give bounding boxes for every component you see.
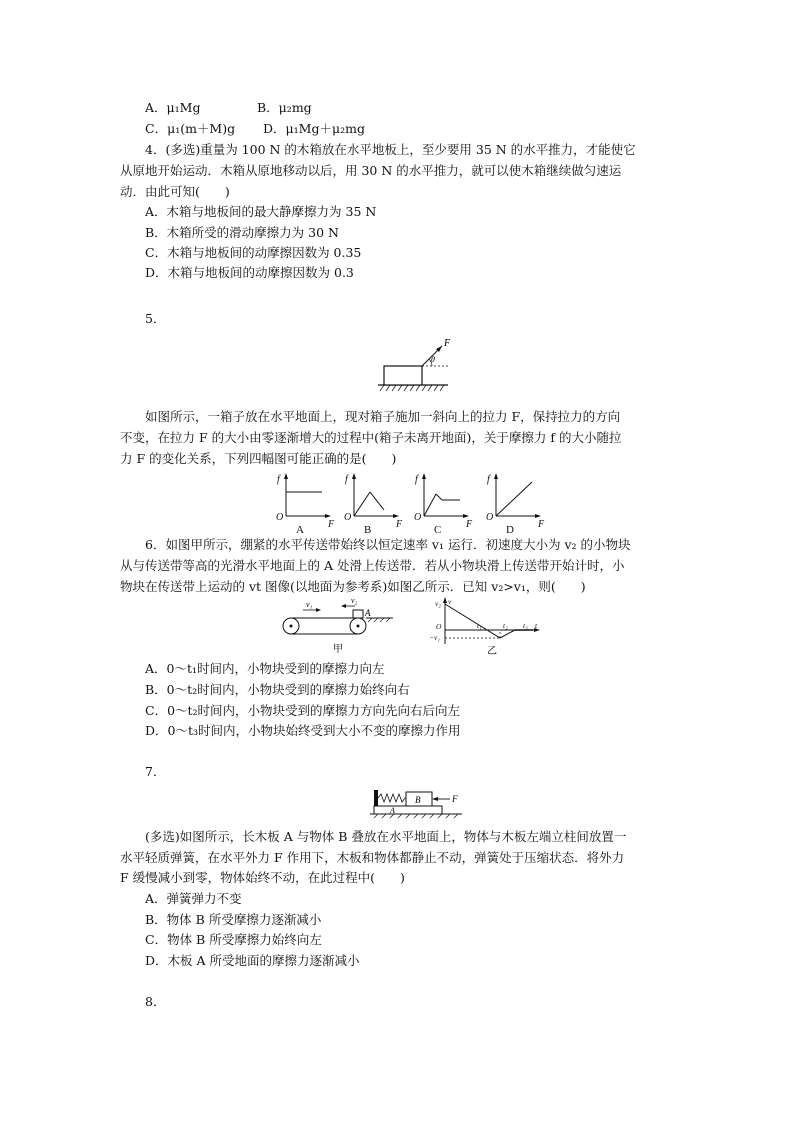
q4-option-b: B．木箱所受的滑动摩擦力为 30 N — [145, 225, 339, 240]
graph-a-origin: O — [276, 512, 284, 523]
graph-b-label: B — [364, 524, 372, 536]
q5-option-graphs — [270, 470, 560, 536]
q4-stem-line1: 4．(多选)重量为 100 N 的木箱放在水平地板上，至少要用 35 N 的水平推力，才能使它 — [145, 142, 636, 157]
q5-stem-line3: 力 F 的变化关系，下列四幅图可能正确的是( ) — [120, 451, 397, 466]
graph-c-label: C — [434, 524, 442, 536]
graph-c-xlabel: F — [466, 519, 473, 530]
q8-number: 8． — [145, 994, 166, 1009]
force-label: F — [452, 794, 458, 804]
graph-b-ylabel: f — [345, 474, 348, 485]
q6-option-d: D．0～t₃时间内，小物块始终受到大小不变的摩擦力作用 — [145, 723, 461, 738]
block-label: B — [415, 795, 421, 805]
yi-caption: 乙 — [487, 646, 497, 657]
q4-option-d: D．木箱与地板间的动摩擦因数为 0.3 — [145, 265, 354, 280]
q5-number: 5． — [145, 311, 166, 326]
graph-c-ylabel: f — [415, 474, 418, 485]
graph-d-label: D — [506, 524, 514, 536]
q4-option-a: A．木箱与地板间的最大静摩擦力为 35 N — [145, 204, 377, 219]
graph-b-xlabel: F — [396, 519, 403, 530]
graph-a-xlabel: F — [328, 519, 335, 530]
jia-v1-label: v₁ — [306, 600, 313, 609]
graph-a-ylabel: f — [277, 474, 280, 485]
q7-spring-figure — [370, 782, 470, 820]
yi-t3-label: t₃ — [523, 621, 528, 630]
graph-c-origin: O — [414, 512, 422, 523]
q3-option-a: A．μ₁Mg — [145, 100, 201, 115]
q6-figure-yi — [425, 596, 545, 658]
board-a — [374, 806, 442, 814]
yi-v-label: v — [448, 597, 452, 606]
q6-option-c: C．0～t₂时间内，小物块受到的摩擦力方向先向右后向左 — [145, 703, 461, 718]
graph-b-origin: O — [344, 512, 352, 523]
jia-v2-label: v₂ — [351, 596, 358, 605]
jia-caption: 甲 — [333, 644, 343, 655]
q6-option-b: B．0～t₂时间内，小物块受到的摩擦力始终向右 — [145, 682, 410, 697]
graph-d-ylabel: f — [487, 474, 490, 485]
q5-box-figure — [370, 336, 470, 398]
yi-t-label: t — [535, 621, 538, 630]
post — [374, 790, 378, 806]
q7-stem-line3: F 缓慢减小到零，物体始终不动，在此过程中( ) — [120, 870, 405, 885]
q5-stem-line1: 如图所示，一箱子放在水平地面上，现对箱子施加一斜向上的拉力 F，保持拉力的方向 — [145, 409, 621, 424]
graph-d-origin: O — [486, 512, 494, 523]
v-t-line-2 — [500, 630, 515, 638]
q3-option-b: B．μ₂mg — [257, 100, 312, 115]
yi-origin-label: O — [436, 622, 442, 631]
yi-v2-label: v₂ — [435, 599, 441, 608]
yi-t1-label: t₁ — [477, 621, 482, 630]
q7-stem-line1: (多选)如图所示，长木板 A 与物体 B 叠放在水平地面上，物体与木板左端立柱间放置一 — [145, 829, 627, 844]
box — [384, 366, 422, 385]
q6-stem-line1: 6．如图甲所示，绷紧的水平传送带始终以恒定速率 v₁ 运行．初速度大小为 v₂ 的小物块 — [145, 537, 631, 552]
q7-option-a: A．弹簧弹力不变 — [145, 891, 242, 906]
q6-stem-line2: 从与传送带等高的光滑水平地面上的 A 处滑上传送带．若从小物块滑上传送带开始计时，小 — [120, 558, 625, 573]
q6-figure-jia — [275, 596, 400, 656]
board-label: A — [390, 806, 395, 815]
q7-option-d: D．木板 A 所受地面的摩擦力逐渐减小 — [145, 953, 360, 968]
q4-stem-line2: 从原地开始运动．木箱从原地移动以后，用 30 N 的水平推力，就可以使木箱继续做匀速运 — [120, 163, 622, 178]
q6-option-a: A．0～t₁时间内，小物块受到的摩擦力向左 — [145, 661, 385, 676]
yi-neg-v1-label: −v₁ — [429, 633, 440, 642]
angle-label: θ — [431, 355, 435, 364]
q5-stem-line2: 不变，在拉力 F 的大小由零逐渐增大的过程中(箱子未离开地面)，关于摩擦力 f 的大小随拉 — [120, 430, 622, 445]
q4-option-c: C．木箱与地板间的动摩擦因数为 0.35 — [145, 245, 362, 260]
q7-stem-line2: 水平轻质弹簧，在水平外力 F 作用下，木板和物体都静止不动，弹簧处于压缩状态．将外力 — [120, 850, 625, 865]
q7-number: 7． — [145, 764, 166, 779]
small-block — [353, 610, 363, 618]
yi-t2-label: t₂ — [503, 621, 508, 630]
q3-option-d: D．μ₁Mg＋μ₂mg — [263, 121, 365, 136]
q4-stem-line3: 动．由此可知( ) — [120, 184, 230, 199]
q6-stem-line3: 物块在传送带上运动的 vt 图像(以地面为参考系)如图乙所示．已知 v₂>v₁，则( ) — [120, 579, 586, 594]
graph-a-label: A — [296, 524, 304, 536]
q7-option-c: C．物体 B 所受摩擦力始终向左 — [145, 932, 322, 947]
q7-option-b: B．物体 B 所受摩擦力逐渐减小 — [145, 912, 322, 927]
graph-d-xlabel: F — [538, 519, 545, 530]
q3-option-c: C．μ₁(m＋M)g — [145, 121, 236, 136]
spring — [378, 794, 406, 802]
jia-point-label: A — [365, 608, 371, 618]
v-t-line-1 — [445, 604, 500, 638]
force-label: F — [444, 338, 451, 349]
